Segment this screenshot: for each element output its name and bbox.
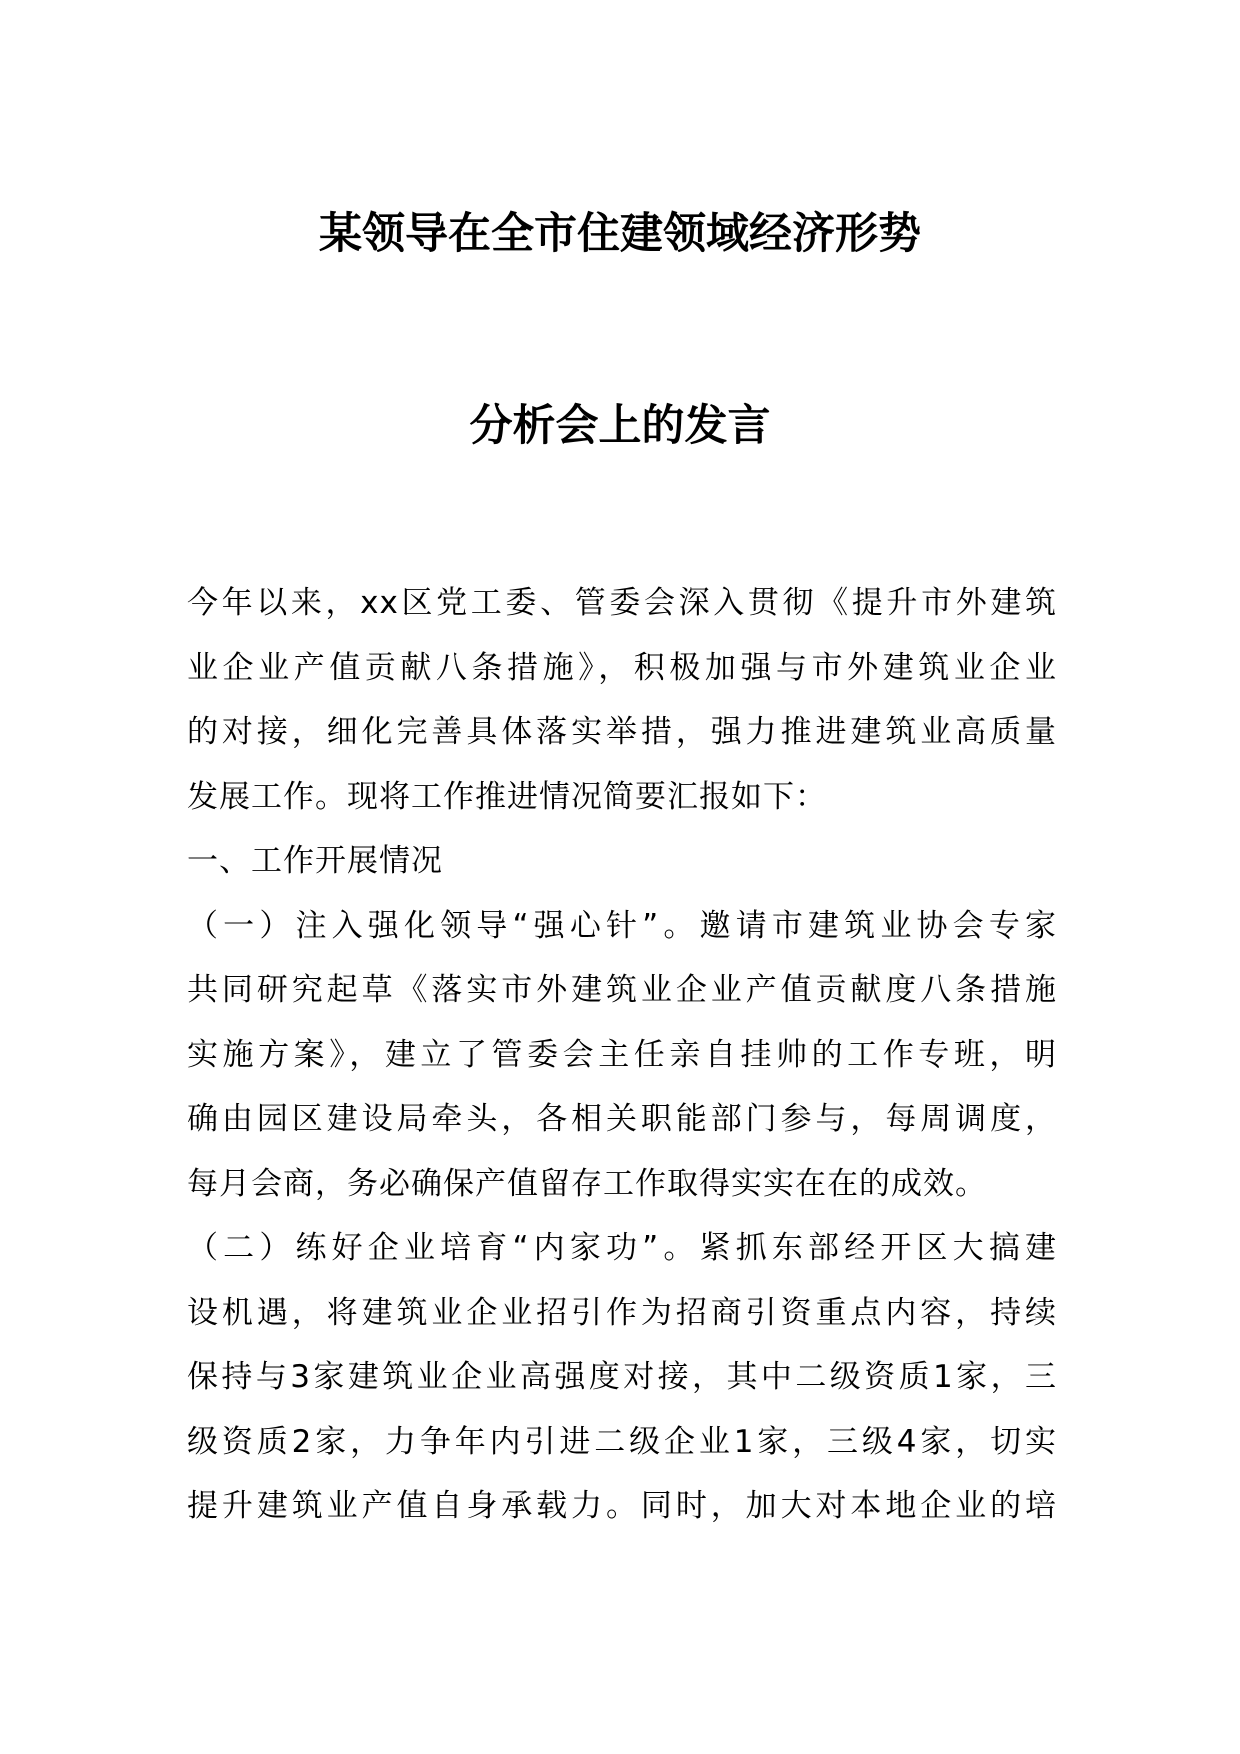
body-line: 实施方案》，建立了管委会主任亲自挂帅的工作专班，明 [187, 1036, 1057, 1073]
document-body [187, 571, 1057, 1539]
body-line: 确由园区建设局牵头，各相关职能部门参与，每周调度， [187, 1101, 1057, 1137]
body-line: 发展工作。现将工作推进情况简要汇报如下： [187, 778, 827, 815]
body-line: 级资质2家，力争年内引进二级企业1家，三级4家，切实 [187, 1423, 1057, 1460]
body-line: （一）注入强化领导“强心针”。邀请市建筑业协会专家 [187, 907, 1057, 944]
body-line: 保持与3家建筑业企业高强度对接，其中二级资质1家，三 [187, 1359, 1057, 1395]
body-line: 共同研究起草《落实市外建筑业企业产值贡献度八条措施 [187, 972, 1057, 1008]
body-line: 的对接，细化完善具体落实举措，强力推进建筑业高质量 [187, 714, 1057, 750]
body-line: 每月会商，务必确保产值留存工作取得实实在在的成效。 [187, 1165, 987, 1202]
body-line: 提升建筑业产值自身承载力。同时，加大对本地企业的培 [187, 1488, 1057, 1524]
document-title-line-1: 某领导在全市住建领域经济形势 [319, 209, 921, 259]
body-line: （二）练好企业培育“内家功”。紧抓东部经开区大搞建 [187, 1230, 1057, 1266]
body-line: 设机遇，将建筑业企业招引作为招商引资重点内容，持续 [187, 1294, 1057, 1331]
body-line: 今年以来，xx区党工委、管委会深入贯彻《提升市外建筑 [187, 585, 1057, 621]
body-line: 业企业产值贡献八条措施》，积极加强与市外建筑业企业 [187, 649, 1057, 686]
document-title-line-2: 分析会上的发言 [469, 401, 771, 451]
section-heading: 一、工作开展情况 [187, 843, 443, 879]
